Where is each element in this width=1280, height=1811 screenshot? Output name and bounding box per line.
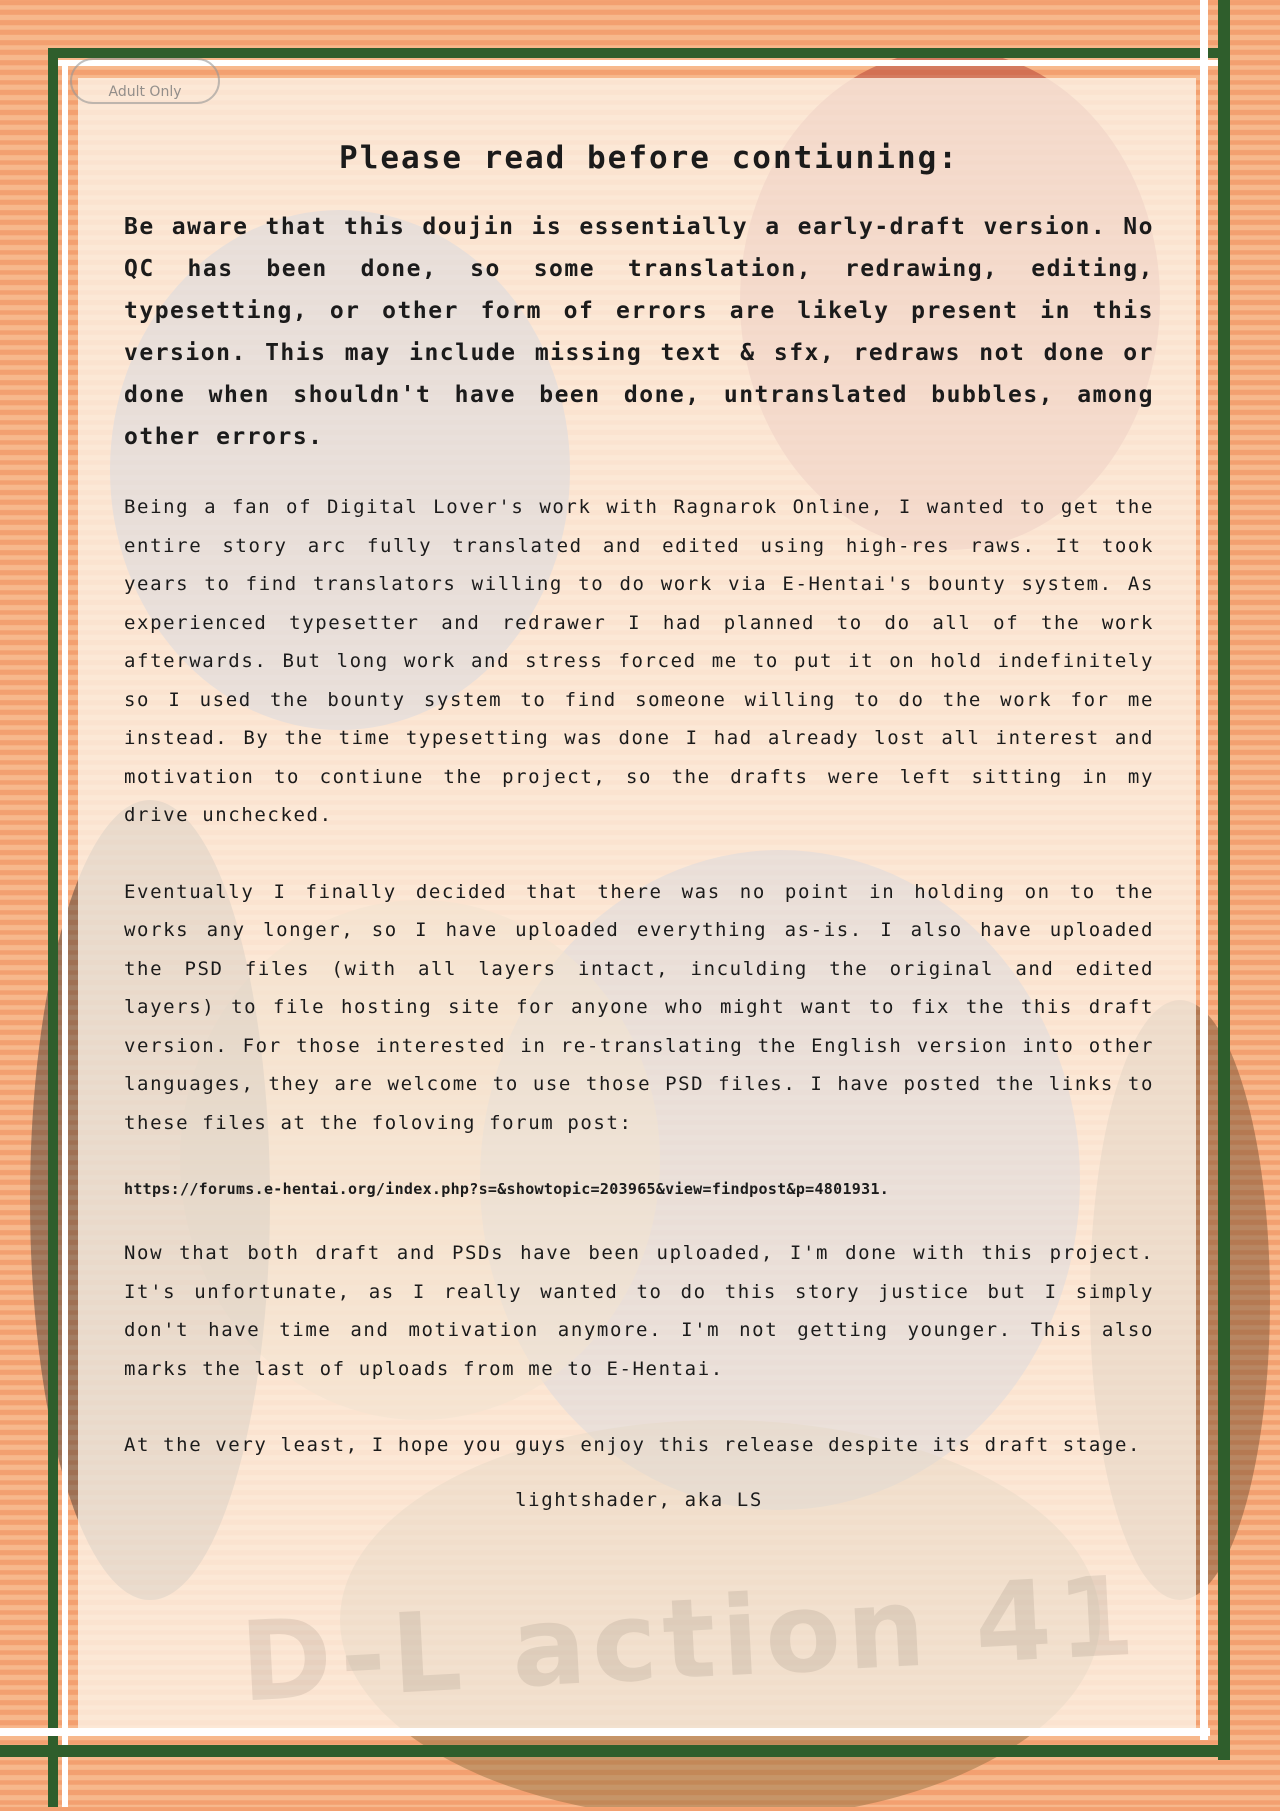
frame-left-white (62, 60, 68, 1807)
frame-bottom-white (0, 1728, 1210, 1736)
draft-warning: Be aware that this doujin is essentially a early-draft version. No QC has been done, so some translation, redrawing, editing, typesetting, or other form of errors are likely present in this version. This may include missing text & sfx, redraws not done or done when shouldn't have been done, untranslated bubbles, among other errors. (124, 214, 1154, 450)
frame-top-white (58, 60, 1224, 66)
forum-post-link[interactable]: https://forums.e-hentai.org/index.php?s=&showtopic=203965&view=findpost&p=4801931. (124, 1180, 890, 1198)
frame-left-green (48, 48, 58, 1807)
paragraph-farewell: Now that both draft and PSDs have been uploaded, I'm done with this project. It's unfortunate, as I really wanted to do this story justice but I simply don't have time and motivation anymore. I'm not getting younger. This also marks the last of uploads from me to E-Hentai. (124, 1242, 1154, 1380)
frame-top-green (48, 48, 1224, 58)
frame-right-green (1218, 0, 1230, 1760)
page-title: Please read before contiuning: (339, 140, 959, 176)
signature: lightshader, aka LS (515, 1488, 763, 1511)
notice-content (124, 140, 1154, 1530)
adult-only-logo: Adult Only (70, 58, 220, 104)
frame-right-white (1200, 0, 1208, 1740)
frame-bottom-green (0, 1745, 1230, 1757)
cover-title-watermark: D-L action 41 (237, 1551, 1144, 1727)
paragraph-upload-notice: Eventually I finally decided that there was no point in holding on to the works any longer, so I have uploaded everything as-is. I also have uploaded the PSD files (with all layers intact, inculding the original and edited layers) to file hosting site for anyone who might want to fix the this draft version. For those interested in re-translating the English version into other languages, they are welcome to use those PSD files. I have posted the links to these files at the foloving forum post: (124, 880, 1154, 1134)
paragraph-closing: At the very least, I hope you guys enjoy this release despite its draft stage. (124, 1434, 1142, 1456)
paragraph-background: Being a fan of Digital Lover's work with Ragnarok Online, I wanted to get the entire story arc fully translated and edited using high-res raws. It took years to find translators willing to do work via E-Hentai's bounty system. As experienced typesetter and redrawer I had planned to do all of the work afterwards. But long work and stress forced me to put it on hold indefinitely so I used the bounty system to find someone willing to do the work for me instead. By the time typesetting was done I had already lost all interest and motivation to contiune the project, so the drafts were left sitting in my drive unchecked. (124, 496, 1154, 826)
